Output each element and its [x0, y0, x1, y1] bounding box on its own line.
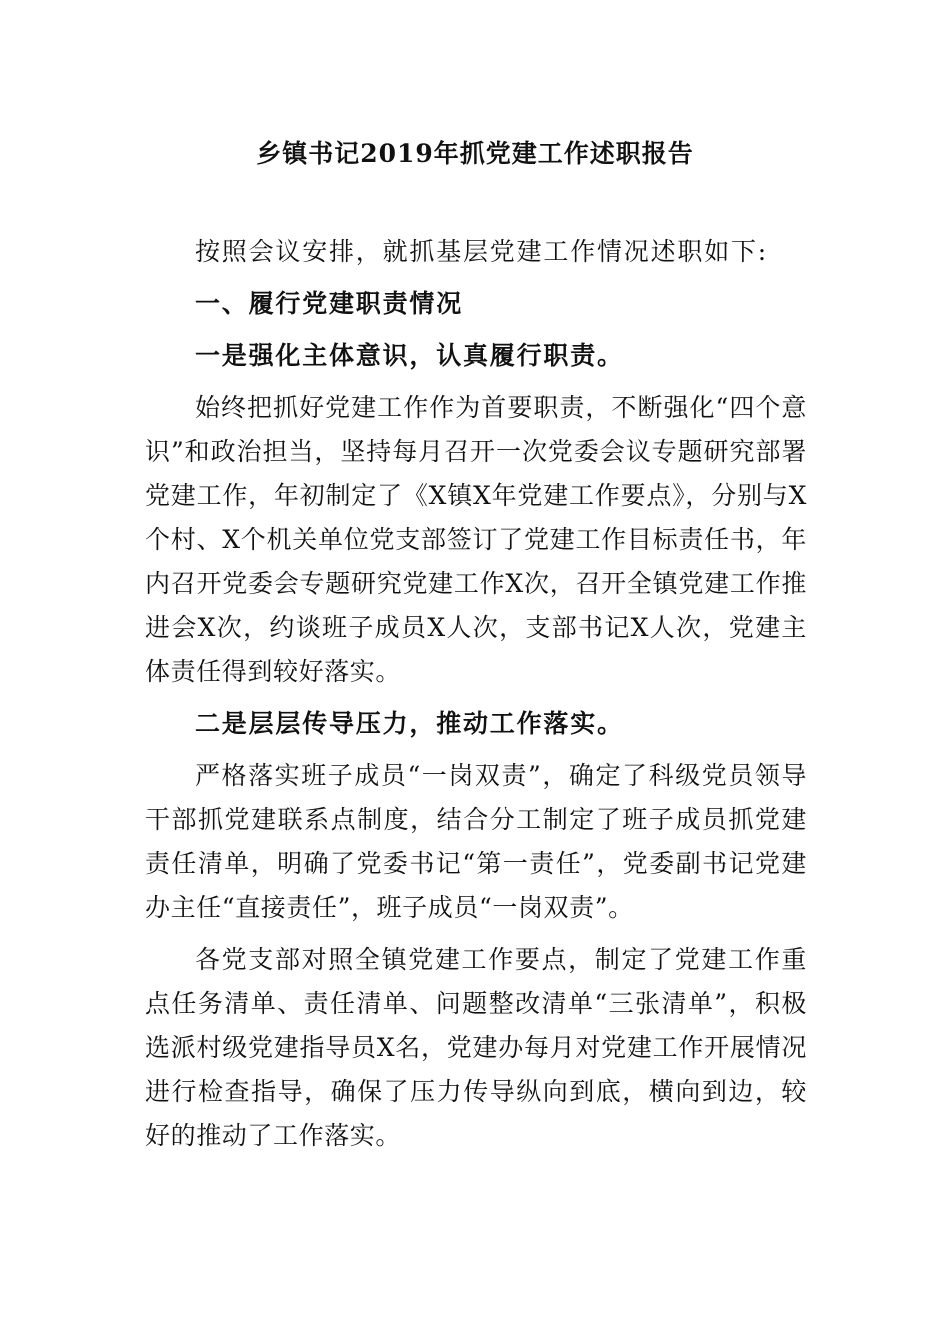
subheading-2: 二是层层传导压力，推动工作落实。	[195, 709, 624, 738]
document-title: 乡镇书记2019年抓党建工作述职报告	[256, 139, 694, 168]
body-paragraph-3: 各党支部对照全镇党建工作要点，制定了党建工作重点任务清单、责任清单、问题整改清单“三张清单”，积极选派村级党建指导员X名，党建办每月对党建工作开展情况进行检查指导，确保了压力传导纵向到底，横向到边，较好的推动了工作落实。	[145, 945, 807, 1150]
intro-paragraph: 按照会议安排，就抓基层党建工作情况述职如下:	[195, 237, 769, 266]
subheading-1: 一是强化主体意识，认真履行职责。	[195, 341, 624, 370]
section-heading: 一、履行党建职责情况	[195, 289, 464, 318]
body-paragraph-1: 始终把抓好党建工作作为首要职责，不断强化“四个意识”和政治担当，坚持每月召开一次党委会议专题研究部署党建工作，年初制定了《X镇X年党建工作要点》，分别与X个村、X个机关单位党支部签订了党建工作目标责任书，年内召开党委会专题研究党建工作X次，召开全镇党建工作推进会X次，约谈班子成员X人次，支部书记X人次，党建主体责任得到较好落实。	[145, 393, 807, 686]
body-paragraph-2: 严格落实班子成员“一岗双责”，确定了科级党员领导干部抓党建联系点制度，结合分工制定了班子成员抓党建责任清单，明确了党委书记“第一责任”，党委副书记党建办主任“直接责任”，班子成员“一岗双责”。	[145, 761, 807, 922]
document-body	[145, 230, 807, 1166]
